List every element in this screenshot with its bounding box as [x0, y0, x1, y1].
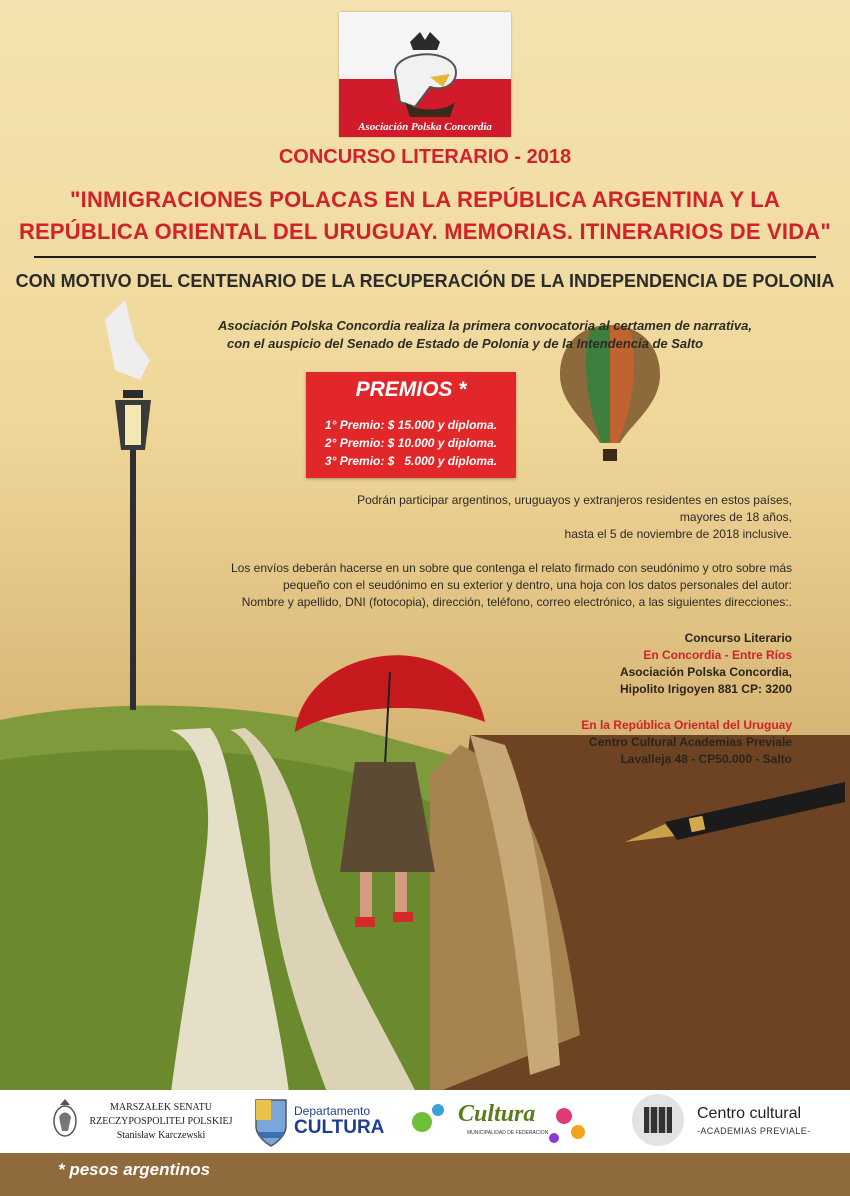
theme-title-line2: REPÚBLICA ORIENTAL DEL URUGUAY. MEMORIAS. ITINERARIOS DE VIDA"	[18, 219, 832, 244]
prizes-box	[306, 372, 516, 478]
address-org-uruguay: Centro Cultural Academias Previale	[589, 735, 792, 749]
address-country-uruguay: En la República Oriental del Uruguay	[581, 718, 792, 732]
cultura-subtitle: MUNICIPALIDAD DE FEDERACION	[467, 1130, 549, 1136]
senate-line2: RZECZYPOSPOLITEJ POLSKIEJ	[89, 1116, 233, 1127]
eagle-with-crown-icon	[375, 32, 475, 117]
submission-line3: Nombre y apellido, DNI (fotocopia), dirección, teléfono, correo electrónico, a las siguientes direcciones:.	[241, 595, 792, 609]
contest-title: CONCURSO LITERARIO - 2018	[278, 146, 572, 168]
eligibility-line3: hasta el 5 de noviembre de 2018 inclusive.	[564, 527, 792, 541]
eligibility-line2: mayores de 18 años,	[679, 510, 792, 524]
title-divider	[34, 256, 816, 258]
accordion-icon	[628, 1093, 688, 1147]
address-street-uruguay: Lavalleja 48 - CP50.000 - Salto	[620, 752, 792, 766]
senate-line3: Stanisław Karczewski	[116, 1130, 206, 1141]
polish-eagle-seal-icon	[50, 1097, 80, 1145]
address-org-argentina: Asociación Polska Concordia,	[619, 665, 792, 679]
address-heading: Concurso Literario	[684, 631, 792, 645]
address-city-argentina: En Concordia - Entre Ríos	[643, 648, 792, 662]
third-prize: 3° Premio: $ 5.000 y diploma.	[324, 454, 498, 468]
fountain-pen-icon	[625, 782, 845, 862]
cultura-wordmark: Cultura	[458, 1101, 536, 1127]
occasion-subtitle: CON MOTIVO DEL CENTENARIO DE LA RECUPERACIÓN DE LA INDEPENDENCIA DE POLONIA	[15, 271, 835, 291]
cultura-label: CULTURA	[294, 1117, 385, 1138]
submission-line1: Los envíos deberán hacerse en un sobre que contenga el relato firmado con seudónimo y otro sobre más	[230, 561, 792, 575]
academias-previale-label: -ACADEMIAS PREVIALE-	[697, 1126, 811, 1136]
eligibility-line1: Podrán participar argentinos, uruguayos y extranjeros residentes en estos países,	[357, 493, 792, 507]
submission-line2: pequeño con el seudónimo en su exterior y dentro, una hoja con los datos personales del autor:	[282, 578, 792, 592]
association-logo	[339, 12, 511, 137]
logo-caption: Asociación Polska Concordia	[358, 121, 492, 133]
address-street-argentina: Hipolito Irigoyen 881 CP: 3200	[619, 682, 792, 696]
street-lamp-with-dove-icon	[95, 300, 175, 720]
first-prize: 1° Premio: $ 15.000 y diploma.	[324, 418, 498, 432]
municipal-shield-icon	[252, 1096, 290, 1148]
second-prize: 2° Premio: $ 10.000 y diploma.	[324, 436, 498, 450]
currency-footnote: * pesos argentinos	[58, 1160, 211, 1179]
theme-title-line1: "INMIGRACIONES POLACAS EN LA REPÚBLICA ARGENTINA Y LA	[70, 187, 780, 212]
girl-with-red-umbrella-icon	[285, 612, 495, 942]
senate-line1: MARSZAŁEK SENATU	[110, 1102, 212, 1113]
intro-line2: con el auspicio del Senado de Estado de Polonia y de la Intendencia de Salto	[226, 336, 704, 351]
departamento-label: Departamento	[294, 1104, 371, 1118]
intro-line1: Asociación Polska Concordia realiza la primera convocatoria al certamen de narrativa,	[218, 318, 752, 333]
centro-cultural-label: Centro cultural	[697, 1105, 802, 1122]
prizes-title: PREMIOS *	[355, 378, 467, 401]
